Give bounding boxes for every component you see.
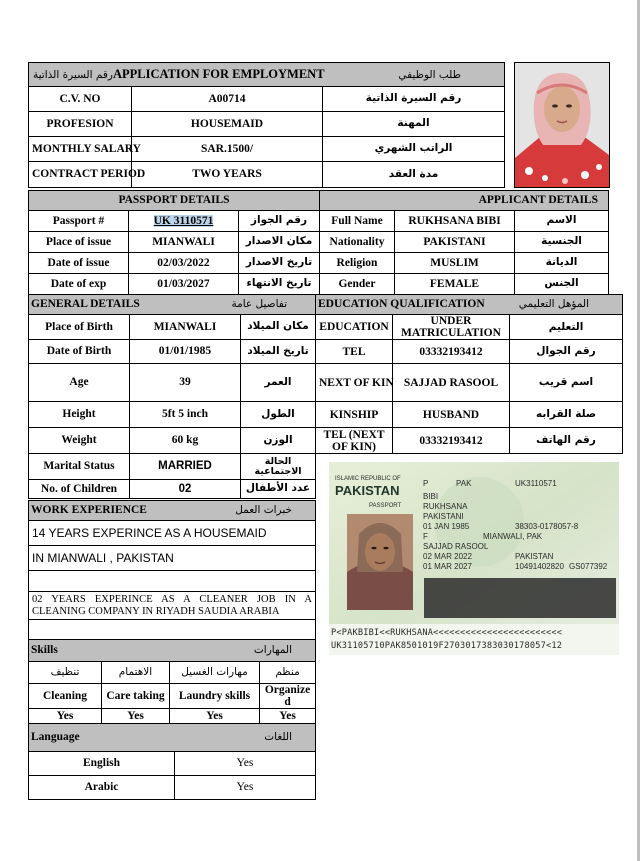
- nationality-value: PAKISTANI: [395, 232, 515, 253]
- general-details-title-ar: تفاصيل عامة: [231, 298, 288, 311]
- marital-status-value: MARRIED: [130, 454, 241, 480]
- scan-surname: BIBI: [423, 492, 439, 501]
- skill-organized: Organized: [260, 684, 316, 709]
- place-of-birth-ar: مكان الميلاد: [241, 315, 316, 340]
- full-name-label: Full Name: [320, 211, 395, 232]
- cv-no-value: A00714: [132, 87, 323, 112]
- contract-label: CONTRACT PERIOD: [29, 162, 132, 188]
- contract-value: TWO YEARS: [132, 162, 323, 188]
- language-english-val: Yes: [175, 752, 316, 776]
- scan-tracking: 10491402820: [515, 562, 564, 571]
- religion-value: MUSLIM: [395, 253, 515, 274]
- tel-next-of-kin-ar: رقم الهاتف: [510, 428, 623, 454]
- scan-type: P: [423, 479, 429, 488]
- work-experience-table: [28, 500, 316, 640]
- education-ar: التعليم: [510, 315, 623, 340]
- education-table: [315, 294, 623, 454]
- next-of-kin-label: NEXT OF KIN: [316, 364, 393, 402]
- language-title: Language: [31, 731, 80, 744]
- page-edge: [637, 0, 640, 861]
- scan-father: SAJJAD RASOOL: [423, 542, 489, 551]
- language-arabic: Arabic: [29, 776, 175, 800]
- language-title-ar: اللغات: [264, 731, 293, 744]
- profession-label: PROFESION: [29, 112, 132, 137]
- language-arabic-val: Yes: [175, 776, 316, 800]
- profession-ar: المهنة: [323, 112, 505, 137]
- skill-laundry-val: Yes: [170, 709, 260, 724]
- title-ar: طلب الوظيفي: [398, 68, 462, 81]
- education-label: EDUCATION: [316, 315, 393, 340]
- applicant-photo: [514, 62, 610, 188]
- education-title-ar: المؤهل التعليمي: [518, 298, 590, 311]
- age-value: 39: [130, 364, 241, 402]
- gender-ar: الجنس: [515, 274, 609, 295]
- applicant-photo-portrait: [515, 63, 609, 187]
- scan-expiry: 01 MAR 2027: [423, 562, 472, 571]
- kinship-ar: صلة القرابه: [510, 402, 623, 428]
- general-details-header: [29, 295, 316, 315]
- form-title: [29, 63, 505, 87]
- full-name-ar: الاسم: [515, 211, 609, 232]
- scan-country-small: ISLAMIC REPUBLIC OF: [335, 476, 401, 482]
- skill-cleaning-ar: تنظيف: [29, 662, 102, 684]
- age-label: Age: [29, 364, 130, 402]
- passport-no-ar: رقم الجواز: [239, 211, 320, 232]
- next-of-kin-ar: اسم قريب: [510, 364, 623, 402]
- work-experience-header: [29, 501, 316, 521]
- place-of-issue-ar: مكان الاصدار: [239, 232, 320, 253]
- tel-value: 03332193412: [393, 340, 510, 364]
- passport-table: [28, 190, 609, 295]
- age-ar: العمر: [241, 364, 316, 402]
- skill-organized-ar: منظم: [260, 662, 316, 684]
- cv-no-ar: رقم السيرة الذاتية: [323, 87, 505, 112]
- date-of-issue-ar: تاريخ الاصدار: [239, 253, 320, 274]
- education-header: [316, 295, 623, 315]
- gender-label: Gender: [320, 274, 395, 295]
- place-of-birth-value: MIANWALI: [130, 315, 241, 340]
- tel-label: TEL: [316, 340, 393, 364]
- skills-title-ar: المهارات: [253, 644, 293, 657]
- date-of-birth-ar: تاريخ الميلاد: [241, 340, 316, 364]
- skills-header: [29, 640, 316, 662]
- skill-organized-val: Yes: [260, 709, 316, 724]
- work-blank-row: [29, 571, 316, 592]
- salary-ar: الراتب الشهري: [323, 137, 505, 162]
- date-of-issue-value: 02/03/2022: [129, 253, 239, 274]
- weight-label: Weight: [29, 428, 130, 454]
- salary-label: MONTHLY SALARY: [29, 137, 132, 162]
- language-english: English: [29, 752, 175, 776]
- passport-details-header: PASSPORT DETAILS: [29, 191, 320, 211]
- title-en: APPLICATION FOR EMPLOYMENT: [112, 66, 325, 81]
- work-experience-title-ar: خبرات العمل: [235, 504, 292, 517]
- skills-table: [28, 639, 316, 724]
- religion-label: Religion: [320, 253, 395, 274]
- skill-cleaning: Cleaning: [29, 684, 102, 709]
- scan-nationality: PAKISTANI: [423, 512, 464, 521]
- work-experience-title: WORK EXPERIENCE: [31, 504, 147, 517]
- general-details-table: [28, 294, 316, 499]
- place-of-birth-label: Place of Birth: [29, 315, 130, 340]
- weight-value: 60 kg: [130, 428, 241, 454]
- full-name-value: RUKHSANA BIBI: [395, 211, 515, 232]
- skill-care-ar: الاهتمام: [102, 662, 170, 684]
- scan-mrz-line2: UK31105710PAK8501019F2703017383030178057<12: [331, 641, 563, 651]
- scan-dob: 01 JAN 1985: [423, 522, 470, 531]
- skill-laundry: Laundry skills: [170, 684, 260, 709]
- scan-sex: F: [423, 532, 428, 541]
- applicant-details-header: APPLICANT DETAILS: [320, 191, 609, 211]
- work-blank-row-2: [29, 620, 316, 640]
- title-cv-ar: رقم السيرة الذاتية: [33, 68, 113, 81]
- kinship-value: HUSBAND: [393, 402, 510, 428]
- date-of-exp-value: 01/03/2027: [129, 274, 239, 295]
- nationality-label: Nationality: [320, 232, 395, 253]
- work-line-2: IN MIANWALI , PAKISTAN: [29, 546, 316, 571]
- scan-cnic: 38303-0178057-8: [515, 522, 579, 531]
- scan-mrz-line1: P<PAKBIBI<<RUKHSANA<<<<<<<<<<<<<<<<<<<<<<<<: [331, 628, 563, 638]
- skills-title: Skills: [31, 644, 58, 657]
- education-title: EDUCATION QUALIFICATION: [318, 298, 485, 311]
- education-value: UNDER MATRICULATION: [393, 315, 510, 340]
- work-line-3: 02 YEARS EXPERINCE AS A CLEANER JOB IN A CLEANING COMPANY IN RIYADH SAUDIA ARABIA: [29, 592, 316, 620]
- gender-value: FEMALE: [395, 274, 515, 295]
- contract-ar: مدة العقد: [323, 162, 505, 188]
- scan-place: MIANWALI, PAK: [483, 532, 543, 541]
- children-label: No. of Children: [29, 480, 130, 499]
- scan-number: UK3110571: [515, 479, 557, 488]
- scan-booklet: GS077392: [569, 562, 608, 571]
- skill-care-taking: Care taking: [102, 684, 170, 709]
- height-value: 5ft 5 inch: [130, 402, 241, 428]
- children-ar: عدد الأطفال: [241, 480, 316, 499]
- tel-ar: رقم الجوال: [510, 340, 623, 364]
- children-value: 02: [130, 480, 241, 499]
- scan-issue: 02 MAR 2022: [423, 552, 472, 561]
- marital-status-ar: الحالة الاجتماعية: [241, 454, 316, 480]
- height-ar: الطول: [241, 402, 316, 428]
- cv-no-label: C.V. NO: [29, 87, 132, 112]
- date-of-birth-value: 01/01/1985: [130, 340, 241, 364]
- scan-given: RUKHSANA: [423, 502, 468, 511]
- date-of-issue-label: Date of issue: [29, 253, 129, 274]
- tel-next-of-kin-label: TEL (NEXT OF KIN): [316, 428, 393, 454]
- skill-laundry-ar: مهارات الغسيل: [170, 662, 260, 684]
- date-of-exp-label: Date of exp: [29, 274, 129, 295]
- next-of-kin-value: SAJJAD RASOOL: [393, 364, 510, 402]
- date-of-birth-label: Date of Birth: [29, 340, 130, 364]
- scan-code: PAK: [456, 479, 472, 488]
- religion-ar: الديانة: [515, 253, 609, 274]
- skill-cleaning-val: Yes: [29, 709, 102, 724]
- work-line-1: 14 YEARS EXPERINCE AS A HOUSEMAID: [29, 521, 316, 546]
- general-details-title: GENERAL DETAILS: [31, 298, 140, 311]
- header-table: [28, 62, 505, 188]
- passport-no-value: UK 3110571: [153, 214, 214, 227]
- place-of-issue-value: MIANWALI: [129, 232, 239, 253]
- place-of-issue-label: Place of issue: [29, 232, 129, 253]
- salary-value: SAR.1500/: [132, 137, 323, 162]
- passport-no-cell: [129, 211, 239, 232]
- tel-next-of-kin-value: 03332193412: [393, 428, 510, 454]
- profession-value: HOUSEMAID: [132, 112, 323, 137]
- passport-scan: [329, 462, 619, 655]
- language-header: [29, 724, 316, 752]
- height-label: Height: [29, 402, 130, 428]
- language-table: [28, 723, 316, 800]
- date-of-exp-ar: تاريخ الانتهاء: [239, 274, 320, 295]
- scan-doc-label: PASSPORT: [369, 503, 402, 509]
- passport-no-label: Passport #: [29, 211, 129, 232]
- scan-country: PAKISTAN: [335, 483, 400, 498]
- skill-care-val: Yes: [102, 709, 170, 724]
- weight-ar: الوزن: [241, 428, 316, 454]
- nationality-ar: الجنسية: [515, 232, 609, 253]
- scan-authority: PAKISTAN: [515, 552, 554, 561]
- kinship-label: KINSHIP: [316, 402, 393, 428]
- marital-status-label: Marital Status: [29, 454, 130, 480]
